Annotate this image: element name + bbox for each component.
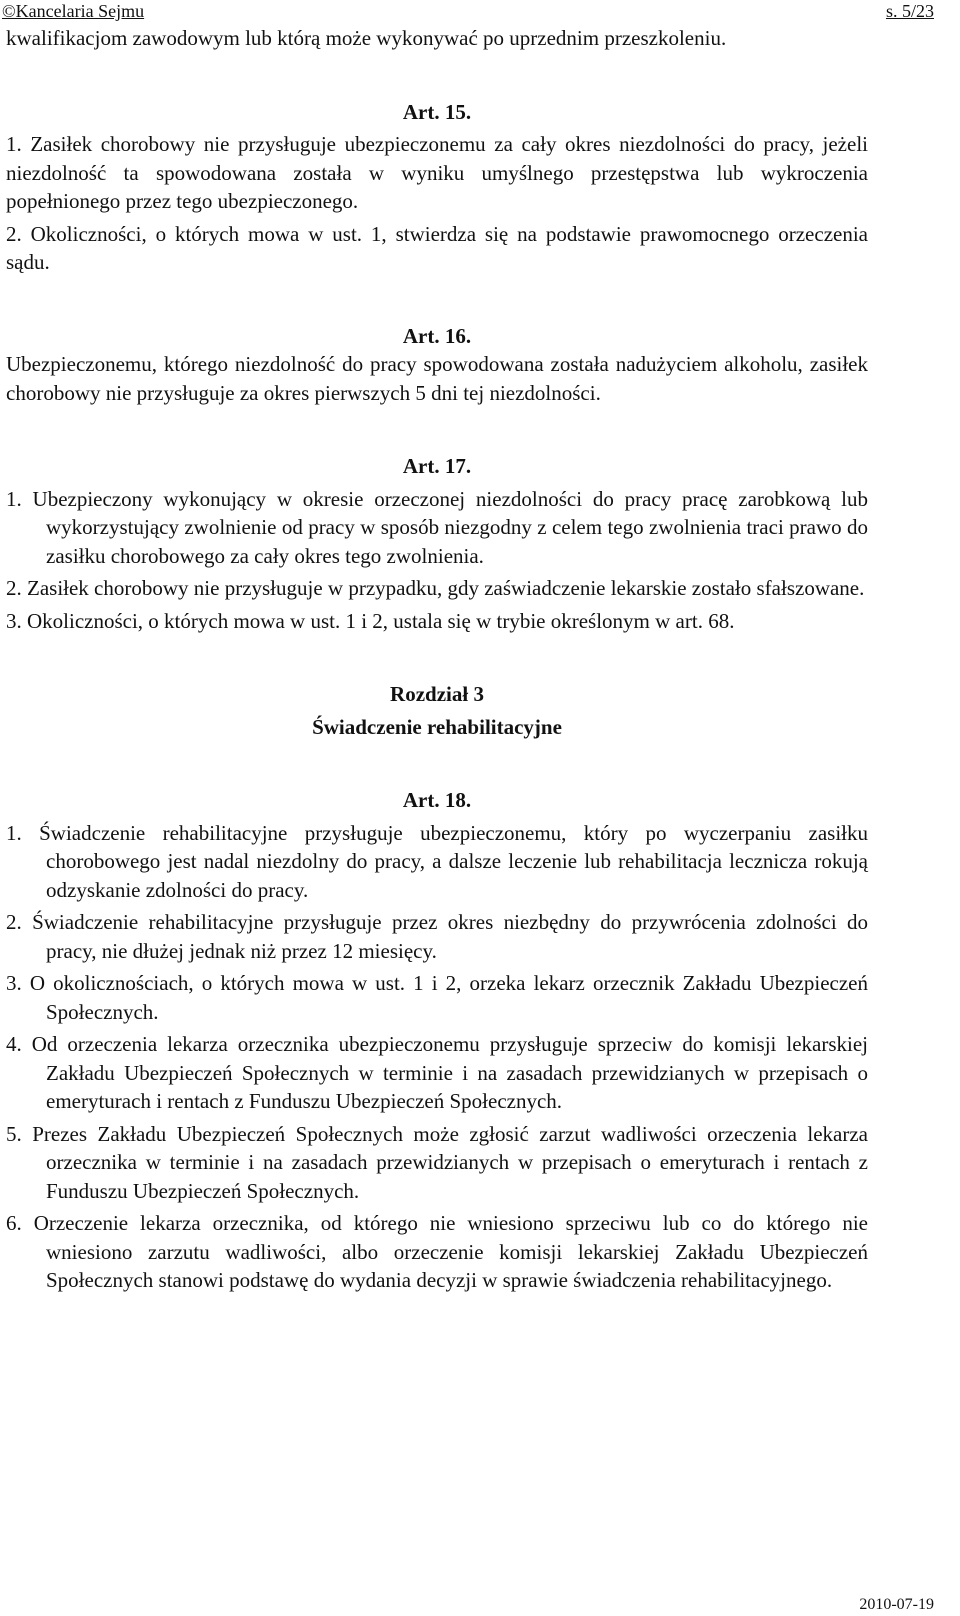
art-18-title: Art. 18. [402,788,472,812]
chapter-number: Rozdział 3 [390,682,484,706]
page-number-link[interactable]: s. 5/23 [885,1,934,21]
art-18-item-2: 2. Świadczenie rehabilitacyjne przysługuje przez okres niezbędny do przywrócenia zdolności do pracy, nie dłużej jednak niż przez 12 miesięcy. [6,910,868,963]
art-18-item-4: 4. Od orzeczenia lekarza orzecznika ubezpieczonemu przysługuje sprzeciw do komisji lekarskiej Zakładu Ubezpieczeń Społecznych w terminie i na zasadach przewidzianych w przepisach o emeryturach i rentach z Funduszu Ubezpieczeń Społecznych. [6,1032,868,1113]
art-18-item-3: 3. O okolicznościach, o których mowa w ust. 1 i 2, orzeka lekarz orzecznik Zakładu Ubezpieczeń Społecznych. [6,971,868,1024]
page-number [886,0,934,22]
art-18-item-1: 1. Świadczenie rehabilitacyjne przysługuje ubezpieczonemu, który po wyczerpaniu zasiłku chorobowego jest nadal niezdolny do pracy, a dalsze leczenie lub rehabilitacja lecznicza rokują odzyskanie zdolności do pracy. [6,820,868,902]
art-17-item-1: 1. Ubezpieczony wykonujący w okresie orzeczonej niezdolności do pracy pracę zarobkową lub wykorzystujący zwolnienie od pracy w sposób niezgodny z celem tego zwolnienia traci prawo do zasiłku chorobowego za cały okres tego zwolnienia. [6,486,868,568]
art-15-title: Art. 15. [402,99,472,124]
page-header [2,0,960,24]
document-body [6,24,868,1295]
source-link[interactable]: ©Kancelaria Sejmu [2,1,145,21]
footer-date: 2010-07-19 [859,1596,934,1613]
art-18-item-5: 5. Prezes Zakładu Ubezpieczeń Społecznych może zgłosić zarzut wadliwości orzeczenia lekarza orzecznika w terminie i na zasadach przewidzianych w przepisach o emeryturach i rentach z Funduszu Ubezpieczeń Społecznych. [6,1121,868,1203]
chapter-title: Świadczenie rehabilitacyjne [312,714,562,739]
intro-paragraph: kwalifikacjom zawodowym lub którą może wykonywać po uprzednim przeszkoleniu. [6,26,727,50]
art-18-item-6: 6. Orzeczenie lekarza orzecznika, od którego nie wniesiono sprzeciwu lub co do którego nie wniesiono zarzutu wadliwości, albo orzeczenie komisji lekarskiej Zakładu Ubezpieczeń Społecznych stanowi podstawę do wydania decyzji w sprawie świadczenia rehabilitacyjnego. [6,1211,868,1292]
art-15-item-1: 1. Zasiłek chorobowy nie przysługuje ubezpieczonemu za cały okres niezdolności do pracy, jeżeli niezdolność ta spowodowana została w wyniku umyślnego przestępstwa lub wykroczenia popełnionego przez tego ubezpieczonego. [6,132,868,213]
art-17-item-3: 3. Okoliczności, o których mowa w ust. 1 i 2, ustala się w trybie określonym w art. 68. [6,608,735,633]
art-16-text: Ubezpieczonemu, którego niezdolność do pracy spowodowana została nadużyciem alkoholu, zasiłek chorobowy nie przysługuje za okres pierwszych 5 dni tej niezdolności. [6,352,868,405]
art-16-title: Art. 16. [402,323,472,348]
art-15-item-2: 2. Okoliczności, o których mowa w ust. 1, stwierdza się na podstawie prawomocnego orzeczenia sądu. [6,221,868,274]
art-17-title: Art. 17. [402,454,472,478]
art-17-item-2: 2. Zasiłek chorobowy nie przysługuje w przypadku, gdy zaświadczenie lekarskie zostało sfałszowane. [6,576,865,600]
